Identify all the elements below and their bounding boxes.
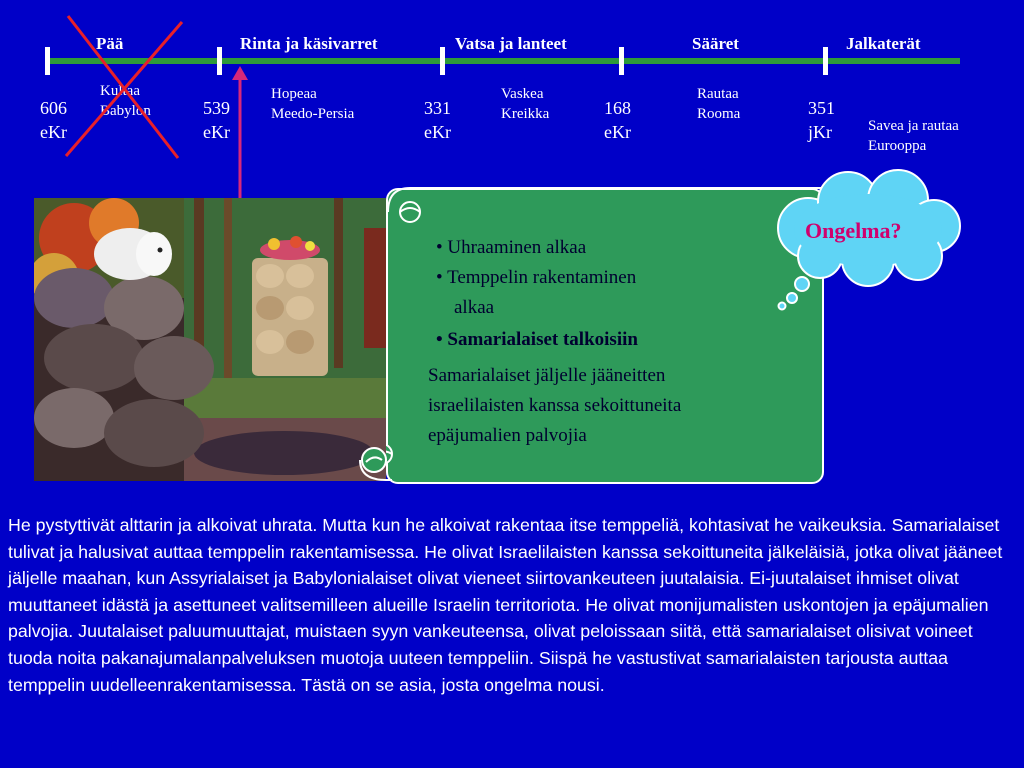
cloud-label: Ongelma? [805, 218, 902, 243]
kingdom-babylon: Kultaa Babylon [100, 83, 151, 119]
altar-illustration [34, 198, 386, 481]
bullet-temple-building-cont: alkaa [454, 297, 495, 318]
cross-out-icon [60, 12, 190, 162]
kingdom-greece: Vaskea Kreikka [501, 86, 550, 122]
header-feet: Jalkaterät [846, 34, 921, 53]
timeline-tick [217, 47, 222, 75]
date-606-bc: 606 eKr [40, 98, 67, 142]
scroll-paragraph: Samarialaiset jäljelle jääneitten israelilaisten kanssa sekoittuneita epäjumalien palvojia [428, 365, 682, 446]
bullet-sacrifice: • Uhraaminen alkaa [436, 237, 587, 258]
header-chest-arms: Rinta ja käsivarret [240, 34, 378, 53]
kingdom-europe: Savea ja rautaa Eurooppa [868, 118, 959, 154]
timeline-tick [619, 47, 624, 75]
arrow-up-icon [228, 66, 252, 216]
timeline-tick [440, 47, 445, 75]
scroll-bottom-curl-icon [358, 444, 392, 484]
header-legs: Sääret [692, 34, 739, 53]
timeline-tick [823, 47, 828, 75]
timeline-tick [45, 47, 50, 75]
kingdom-medo-persia: Hopeaa Meedo-Persia [271, 86, 355, 122]
date-331-bc: 331 eKr [424, 98, 451, 142]
kingdom-rome: Rautaa Rooma [697, 86, 741, 122]
body-paragraph: He pystyttivät alttarin ja alkoivat uhrata. Mutta kun he alkoivat rakentaa itse temppeliä, kohtasivat he vaikeuksia. Samarialaiset tulivat ja halusivat auttaa temppelin rakentamisessa. He olivat Israelilaisten kanssa sekoittuneita jälkeläisiä, jotka olivat jääneet jäljelle maahan, kun Assyrialaiset ja Babylonialaiset olivat vieneet siirtovankeuteen juutalaisia. Ei-juutalaiset ihmiset olivat muuttaneet idästä ja asettuneet valitsemilleen alueille Israelin territoriota. He olivat monijumalisten uskontojen ja epäjumalien palvojia. Juutalaiset paluumuuttajat, muistaen syyn vankeuteensa, olivat peloissaan siitä, että samarialaiset olisivat voineet tuoda noita pakanajumalanpalveluksen muotoja uuteen temppeliin. Siispä he vastustivat samarialaisten tarjousta auttaa temppelin uudelleenrakentamisessa. Tästä on se asia, josta ongelma nousi. [8, 515, 1003, 695]
date-351-ad: 351 jKr [808, 98, 835, 142]
header-head: Pää [96, 34, 124, 53]
date-539-bc: 539 eKr [203, 98, 230, 142]
date-168-bc: 168 eKr [604, 98, 631, 142]
bullet-temple-building: • Temppelin rakentaminen [436, 267, 637, 288]
bullet-samaritans: • Samarialaiset talkoisiin [436, 329, 638, 350]
header-belly-thighs: Vatsa ja lanteet [455, 34, 567, 53]
